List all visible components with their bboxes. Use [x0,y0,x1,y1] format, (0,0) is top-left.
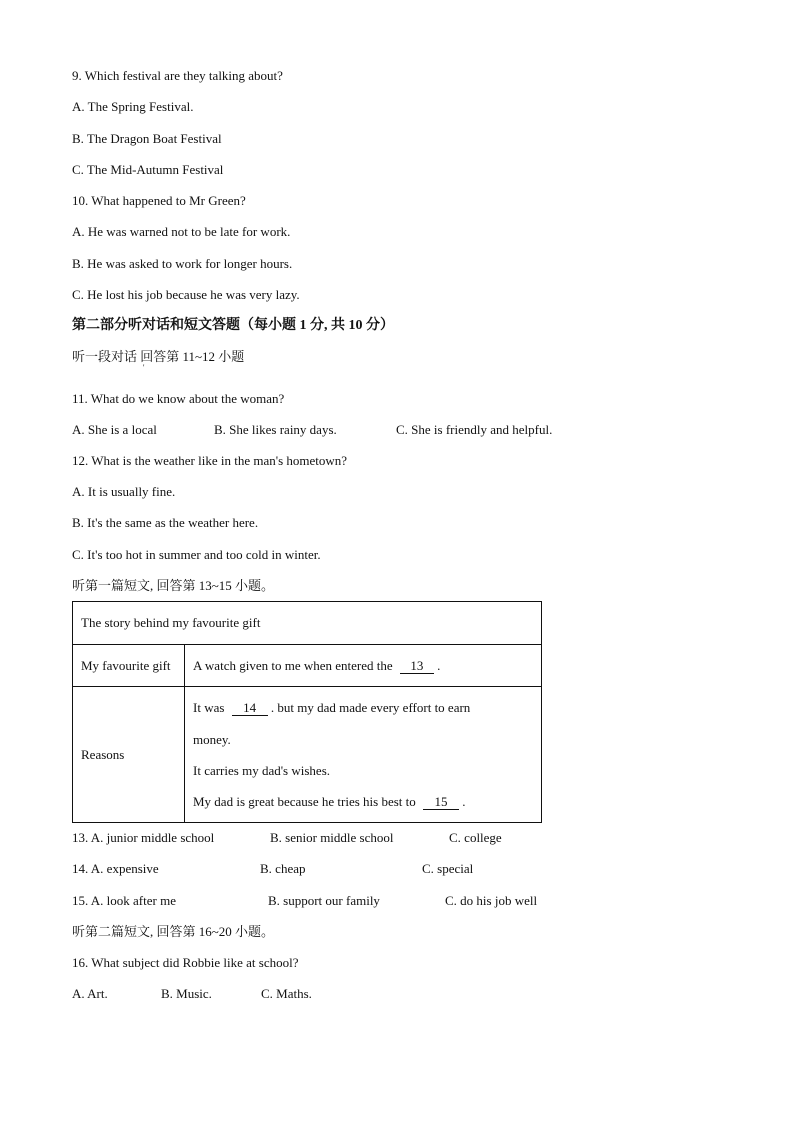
q9-option-c: C. The Mid-Autumn Festival [72,162,224,177]
dialogue-intro: 听一段对话 回答第 11~12 小题 [72,349,245,364]
q9-option-a: A. The Spring Festival. [72,99,194,114]
q11-option-c: C. She is friendly and helpful. [396,422,553,437]
reason-line-3: It carries my dad's wishes. [193,762,331,778]
q12-option-c: C. It's too hot in summer and too cold in winter. [72,547,321,562]
q14-option-a: 14. A. expensive [72,861,159,876]
reason-line-1-end: . but my dad made every effort to earn [270,699,471,715]
table-row-gift [73,645,542,687]
table-title-row [73,602,542,645]
q12-question: 12. What is the weather like in the man's hometown? [72,453,348,468]
q11-option-a: A. She is a local [72,422,157,437]
reason-line-1 [193,700,533,716]
q10-option-a: A. He was warned not to be late for work. [72,224,291,239]
dialogue-mark: ' [143,363,145,372]
q15-option-c: C. do his job well [445,893,538,908]
table-cell-gift [185,645,542,687]
table-row-reasons [73,687,542,823]
q14-option-b: B. cheap [260,861,306,876]
blank-15: 15 [423,795,459,810]
q13-option-b: B. senior middle school [270,830,394,845]
q15-option-b: B. support our family [268,893,380,908]
reason-line-4-end: . [462,793,466,809]
passage2-intro: 听第二篇短文, 回答第 16~20 小题。 [72,924,275,939]
q13-option-a: 13. A. junior middle school [72,830,215,845]
q10-question: 10. What happened to Mr Green? [72,193,246,208]
q15-option-a: 15. A. look after me [72,893,176,908]
reason-line-2: money. [193,731,231,747]
q10-option-b: B. He was asked to work for longer hours. [72,256,293,271]
part2-heading: 第二部分听对话和短文答题（每小题 1 分, 共 10 分） [72,318,394,333]
q16-option-b: B. Music. [161,986,212,1001]
q12-option-a: A. It is usually fine. [72,484,176,499]
q9-question: 9. Which festival are they talking about? [72,68,283,83]
q12-option-b: B. It's the same as the weather here. [72,515,259,530]
q16-option-a: A. Art. [72,986,108,1001]
q16-option-c: C. Maths. [261,986,312,1001]
table-cell-reasons [185,687,542,823]
gift-text: A watch given to me when entered the [193,657,393,673]
blank-13: 13 [400,659,434,674]
table-title: The story behind my favourite gift [73,602,542,645]
q16-question: 16. What subject did Robbie like at school? [72,955,299,970]
q13-option-c: C. college [449,830,502,845]
reason-line-4-start: My dad is great because he tries his best to [193,793,416,809]
reason-line-4 [193,794,533,810]
table-label-reasons: Reasons [73,687,185,823]
gift-text-end: . [437,657,441,673]
q14-option-c: C. special [422,861,474,876]
q9-option-b: B. The Dragon Boat Festival [72,131,222,146]
q11-option-b: B. She likes rainy days. [214,422,337,437]
table-label-gift: My favourite gift [73,645,185,687]
gift-story-table [72,601,542,823]
blank-14: 14 [232,701,268,716]
q10-option-c: C. He lost his job because he was very lazy. [72,287,300,302]
passage1-intro: 听第一篇短文, 回答第 13~15 小题。 [72,578,275,593]
reason-line-1-start: It was [193,699,225,715]
q11-question: 11. What do we know about the woman? [72,391,285,406]
